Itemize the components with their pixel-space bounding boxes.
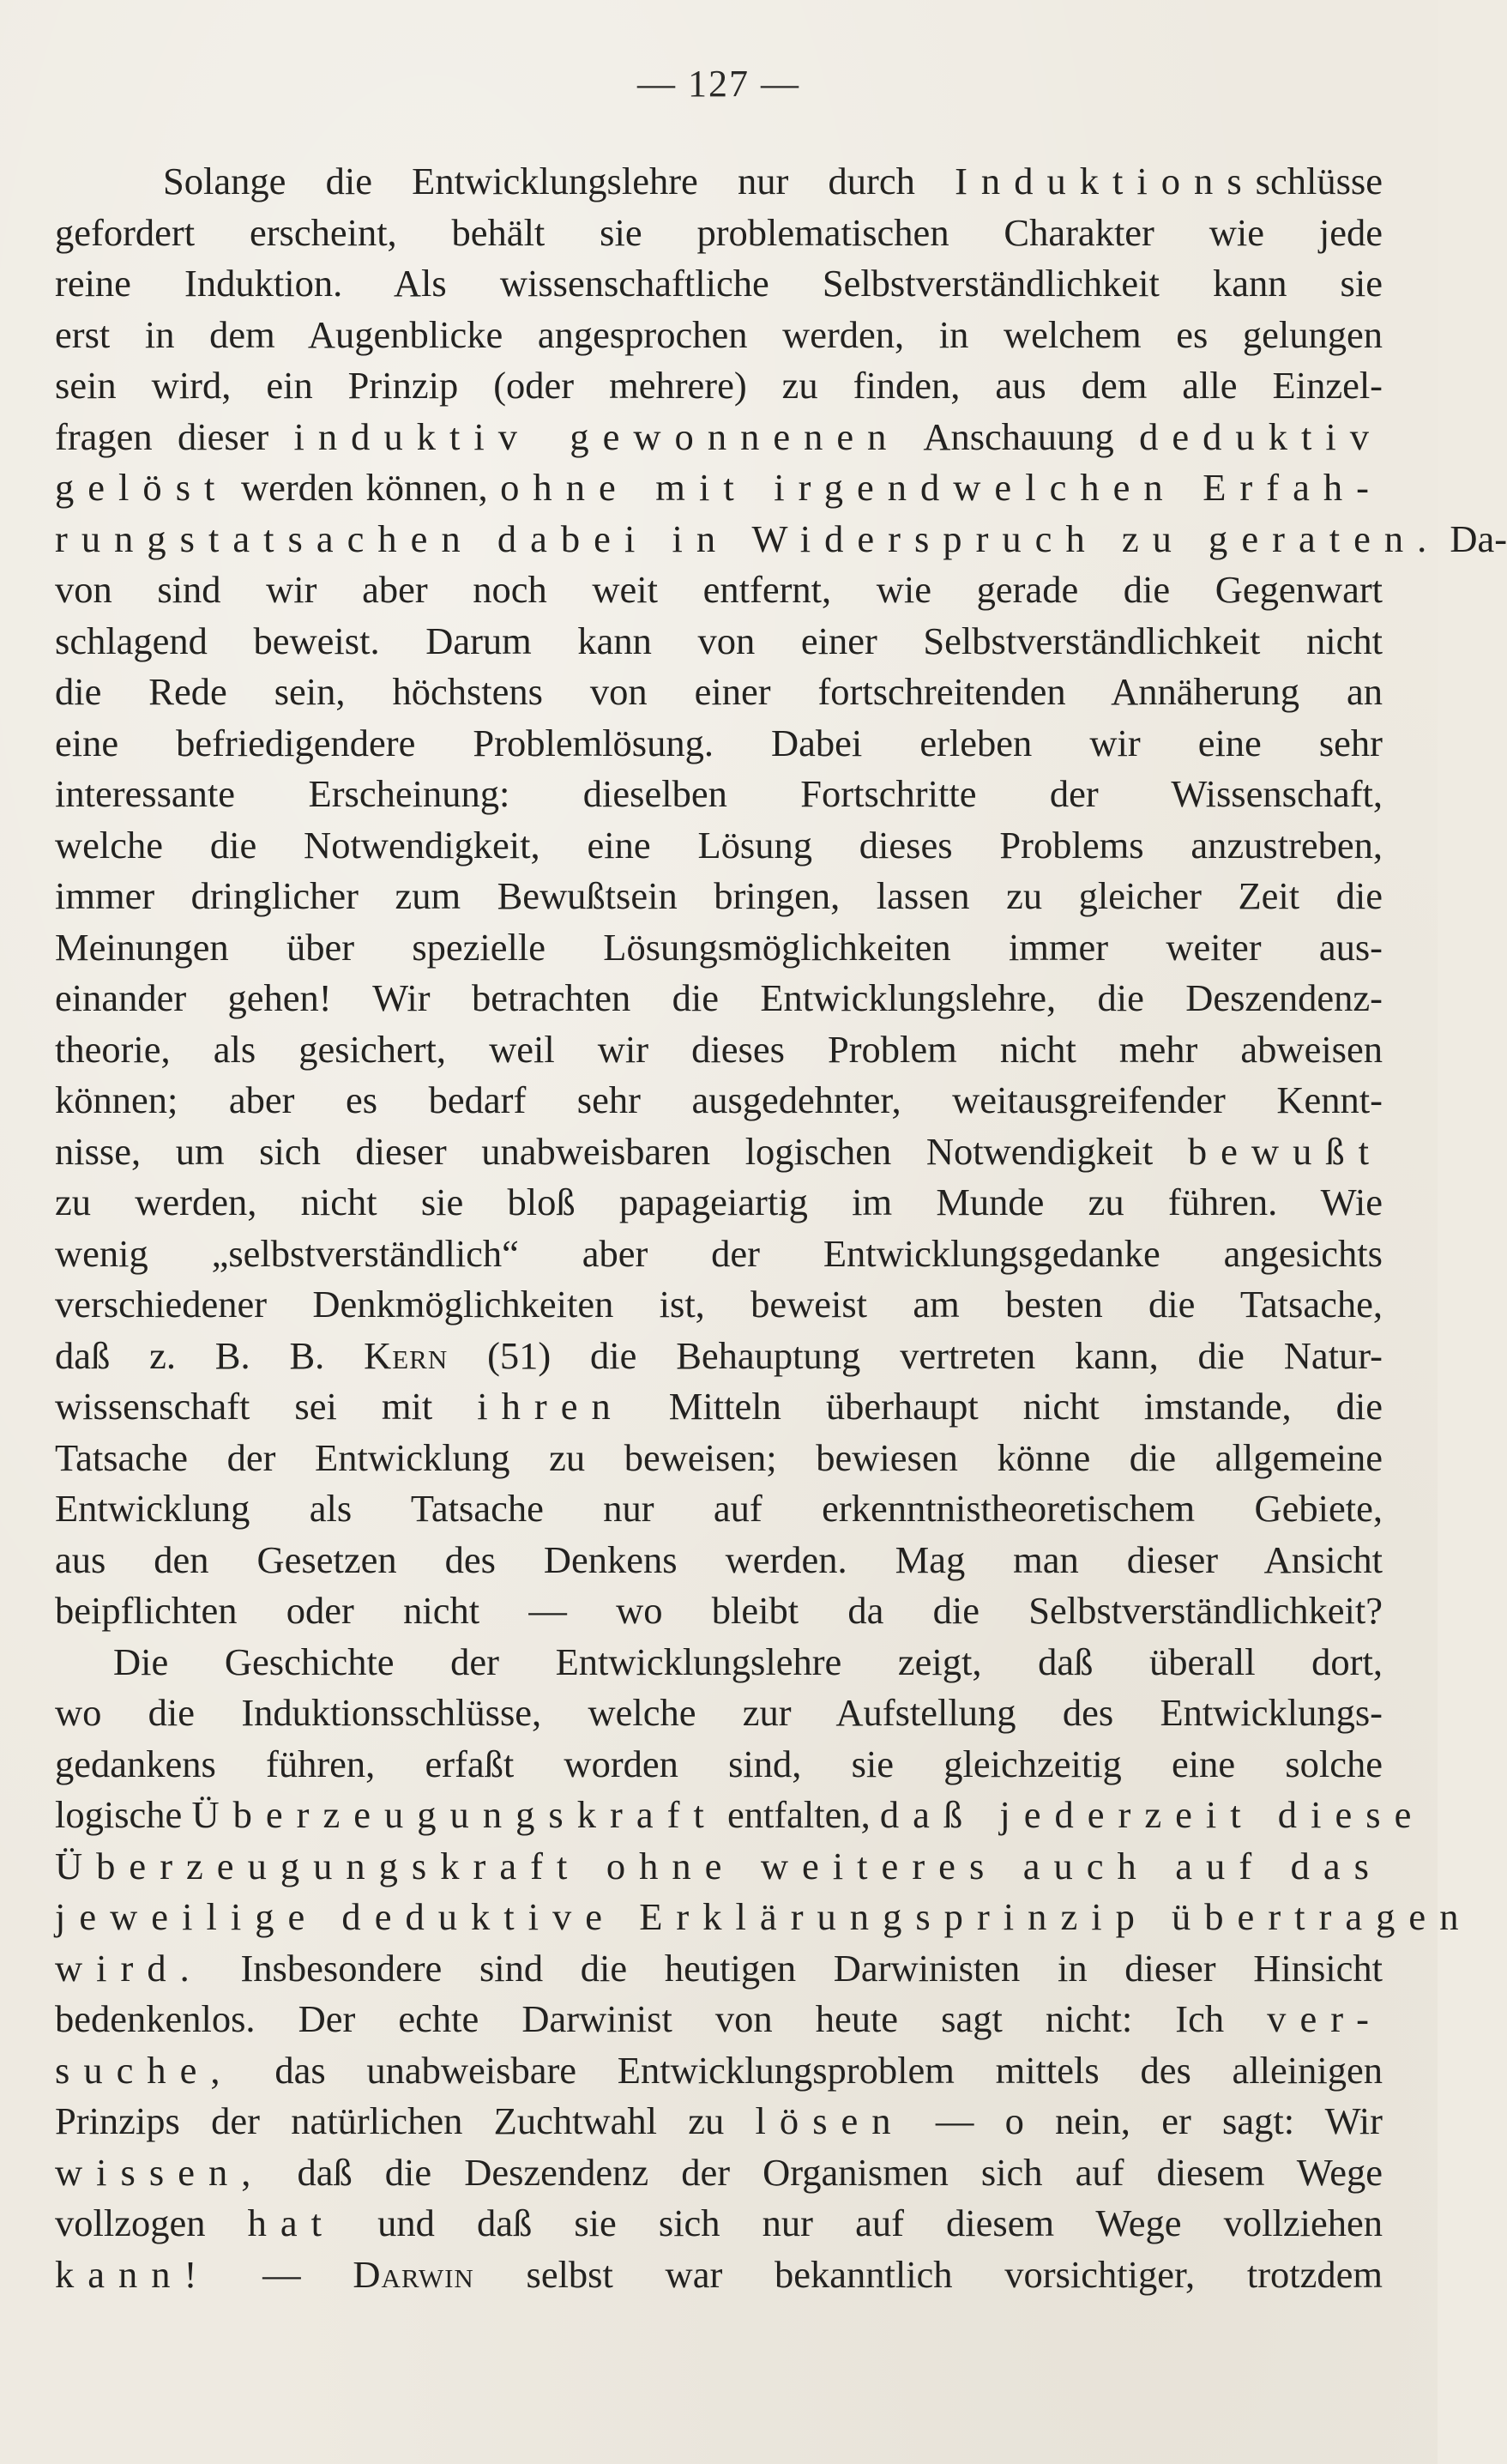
text-line [55,258,1383,310]
spaced-emphasis: Überzeugungskraft [191,1793,718,1836]
small-caps-name: Darwin [353,2252,474,2296]
text-run: wo die Induktionsschlüsse, welche zur Aufstellung des Entwicklungs- [55,1691,1383,1734]
text-run: wenig „selbstverständlich“ aber der Entwicklungsgedanke angesichts [55,1231,1383,1275]
text-run: bedenkenlos. Der echte Darwinist von heute sagt nicht: Ich [55,1997,1268,2040]
text-run: zu werden, nicht sie bloß papageiartig im Munde zu führen. Wie [55,1181,1383,1223]
spaced-emphasis: ihren [477,1385,624,1428]
text-run: Die Geschichte der Entwicklungslehre zeigt, daß überall dort, [113,1640,1383,1683]
spaced-emphasis: hat [247,2201,336,2244]
text-run: Meinungen über spezielle Lösungsmöglichkeiten immer weiter aus- [55,925,1383,969]
text-line [55,1381,1383,1433]
text-run: reine Induktion. Als wissenschaftliche Selbstverständlichkeit kann sie [55,262,1383,305]
text-line [55,1943,1383,1995]
spaced-emphasis: daß jederzeit diese [879,1793,1426,1836]
small-caps-name: Kern [364,1333,449,1377]
text-run: theorie, als gesichert, weil wir dieses Problem nicht mehr abweisen [55,1027,1383,1071]
text-line [55,1483,1383,1535]
body-text [55,156,1507,2300]
text-line [55,1229,1383,1280]
text-run: interessante Erscheinung: dieselben Fortschritte der Wissenschaft, [55,772,1383,815]
text-line [55,310,1383,361]
spaced-emphasis: deduktiv [1139,414,1383,458]
text-run: verschiedener Denkmöglichkeiten ist, beweist am besten die Tatsache, [55,1283,1383,1326]
text-run: das unabweisbare Entwicklungsproblem mittels des alleinigen [233,2048,1383,2092]
text-run: daß z. B. B. [55,1333,365,1377]
text-line [55,514,1507,565]
text-line [55,820,1383,872]
spaced-emphasis: ver- [1267,1997,1383,2040]
text-line [55,1790,1426,1841]
text-run: können; aber es bedarf sehr ausgedehnter, weitausgreifender Kennt- [55,1078,1383,1121]
text-line [55,1585,1383,1637]
text-run: eine befriedigendere Problemlösung. Dabei erleben wir eine sehr [55,721,1383,764]
text-line [55,156,1383,208]
spaced-emphasis: wissen, [55,2150,265,2194]
spaced-emphasis: rungstatsachen dabei in Widerspruch zu geraten. [55,516,1441,560]
text-line [55,1688,1383,1739]
text-line [55,1331,1383,1382]
text-run: einander gehen! Wir betrachten die Entwicklungslehre, die Deszendenz- [55,976,1383,1019]
text-run: — o nein, er sagt: Wir [904,2099,1383,2142]
text-run: und daß sie sich nur auf diesem Wege vollziehen [335,2201,1383,2244]
text-run: Anschauung [900,414,1140,458]
spaced-emphasis: Induktions [955,160,1256,202]
text-run: aus den Gesetzen des Denkens werden. Mag man dieser Ansicht [55,1537,1383,1581]
text-run: beipflichten oder nicht — wo bleibt da die Selbstverständlichkeit? [55,1589,1383,1632]
text-run: (51) die Behauptung vertreten kann, die Natur- [448,1333,1383,1377]
text-line [55,1637,1383,1688]
text-run: gedankens führen, erfaßt worden sind, sie gleichzeitig eine solche [55,1742,1383,1785]
text-run: fragen dieser [55,414,294,458]
text-line [55,1126,1383,1178]
text-line [55,871,1383,922]
text-run: erst in dem Augenblicke angesprochen werden, in welchem es gelungen [55,312,1383,356]
spaced-emphasis: lösen [755,2099,905,2142]
text-line [55,2198,1383,2250]
text-run: sein wird, ein Prinzip (oder mehrere) zu finden, aus dem alle Einzel- [55,364,1383,407]
text-run: wissenschaft sei mit [55,1385,478,1428]
text-line [55,2045,1383,2097]
text-run: immer dringlicher zum Bewußtsein bringen, lassen zu gleicher Zeit die [55,874,1383,917]
text-run: schlagend beweist. Darum kann von einer Selbstverständlichkeit nicht [55,619,1383,662]
page-number: — 127 — [637,63,800,105]
text-line [55,1535,1383,1586]
spaced-emphasis: kann! [55,2252,211,2296]
text-run: schlüsse [1255,160,1383,202]
text-line [55,1177,1383,1229]
spaced-emphasis: jeweilige deduktive Erklärungsprinzip übertragen [55,1895,1473,1938]
spaced-emphasis: Überzeugungskraft ohne weiteres auch auf das [55,1844,1383,1887]
text-line [55,1024,1383,1076]
text-line [55,565,1383,616]
spaced-emphasis: wird. [55,1946,203,1990]
text-line [55,360,1383,412]
text-run: Insbesondere sind die heutigen Darwinisten in dieser Hinsicht [202,1946,1383,1990]
text-line [55,769,1383,820]
spaced-emphasis: bewußt [1187,1129,1383,1173]
text-run: Da- [1440,516,1507,560]
text-line [55,1994,1383,2045]
text-line [55,412,1383,463]
spaced-emphasis: suche, [55,2048,234,2092]
text-line [55,462,1383,514]
text-line [55,2096,1383,2147]
text-run: — [210,2252,353,2296]
text-run: welche die Notwendigkeit, eine Lösung dieses Problems anzustreben, [55,823,1383,867]
text-line [55,667,1383,718]
text-line [55,1075,1383,1126]
text-run: die Rede sein, höchstens von einer fortschreitenden Annäherung an [55,670,1383,713]
text-run: Prinzips der natürlichen Zuchtwahl zu [55,2099,756,2142]
text-run: logische [55,1793,192,1836]
paragraph [55,156,1507,1637]
text-run: vollzogen [55,2201,248,2244]
paragraph [55,1637,1473,2301]
text-run: entfalten, [717,1793,880,1836]
text-line [55,1279,1383,1331]
text-line [55,718,1383,770]
text-line [55,1433,1383,1484]
text-line [55,1892,1473,1943]
text-run: Mitteln überhaupt nicht imstande, die [624,1385,1383,1428]
text-line [55,1841,1383,1893]
text-line [55,2147,1383,2199]
text-run: Tatsache der Entwicklung zu beweisen; bewiesen könne die allgemeine [55,1435,1383,1479]
text-run: daß die Deszendenz der Organismen sich auf diesem Wege [264,2150,1383,2194]
text-line [55,2250,1383,2301]
text-line [55,208,1383,259]
text-line [55,973,1383,1024]
spaced-emphasis: gelöst [55,466,229,509]
spaced-emphasis: ohne mit irgendwelchen Erfah- [500,466,1383,509]
text-line [55,616,1383,667]
text-run: von sind wir aber noch weit entfernt, wie gerade die Gegenwart [55,568,1383,611]
text-run: werden können, [228,466,501,509]
text-run: gefordert erscheint, behält sie problematischen Charakter wie jede [55,210,1383,254]
text-line [55,922,1383,974]
text-line [55,1739,1383,1791]
spaced-emphasis: induktiv gewonnenen [293,414,901,458]
text-run: Solange die Entwicklungslehre nur durch [163,160,955,202]
text-run: selbst war bekanntlich vorsichtiger, trotzdem [473,2252,1383,2296]
text-run: Entwicklung als Tatsache nur auf erkenntnistheoretischem Gebiete, [55,1487,1383,1530]
text-run: nisse, um sich dieser unabweisbaren logischen Notwendigkeit [55,1129,1188,1173]
